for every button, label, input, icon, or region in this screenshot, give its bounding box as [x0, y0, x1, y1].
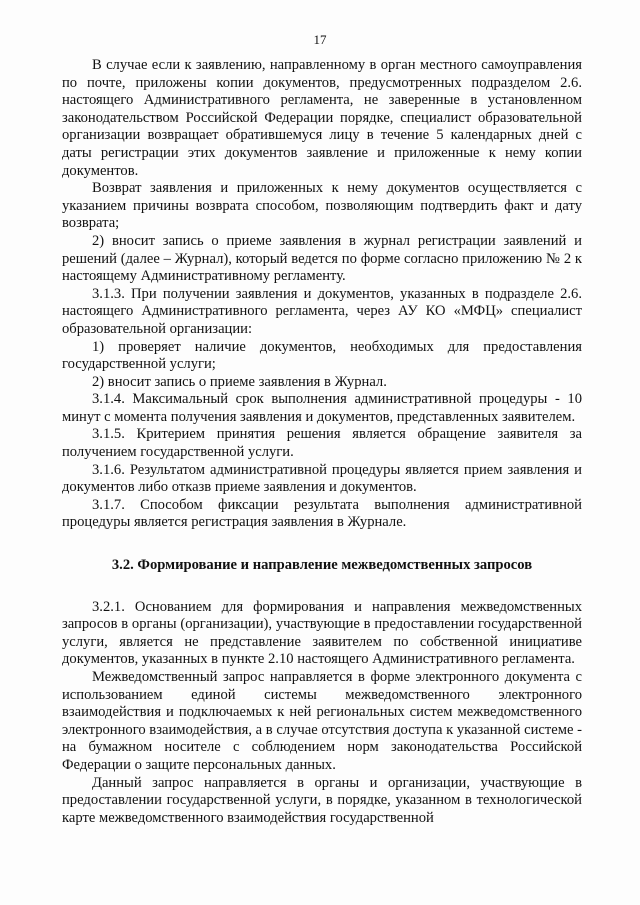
paragraph-3-1-6: 3.1.6. Результатом административной процедуры является прием заявления и документов либо отказв приеме заявления и документов.: [62, 461, 582, 496]
paragraph-register-in-journal: 2) вносит запись о приеме заявления в Журнал.: [92, 373, 387, 390]
paragraph-check-documents: 1) проверяет наличие документов, необходимых для предоставления государственной услуги;: [62, 338, 582, 373]
paragraph-3-2-1: 3.2.1. Основанием для формирования и направления межведомственных запросов в органы (организации), участвующие в предоставлении государственной услуги, является не представление заявителем по собственной инициативе документов, указанных в пункте 2.10 настоящего Административного регламента.: [62, 598, 582, 668]
document-body: [62, 57, 582, 827]
paragraph-3-1-5: 3.1.5. Критерием принятия решения является обращение заявителя за получением государственной услуги.: [62, 426, 582, 461]
section-heading-3-2: 3.2. Формирование и направление межведомственных запросов: [111, 557, 533, 574]
paragraph-return-reason: Возврат заявления и приложенных к нему документов осуществляется с указанием причины возврата способом, позволяющим подтвердить факт и дату возврата;: [62, 180, 582, 232]
paragraph-3-1-7: 3.1.7. Способом фиксации результата выполнения административной процедуры является регистрация заявления в Журнале.: [62, 496, 582, 531]
paragraph-request-recipients: Данный запрос направляется в органы и организации, участвующие в предоставлении государственной услуги, в порядке, указанном в технологической карте межведомственного взаимодействия государственной: [62, 774, 582, 826]
paragraph-3-1-4: 3.1.4. Максимальный срок выполнения административной процедуры - 10 минут с момента получения заявления и документов, представленных заявителем.: [62, 391, 582, 425]
page-number: 17: [313, 32, 327, 47]
paragraph-journal-entry: 2) вносит запись о приеме заявления в журнал регистрации заявлений и решений (далее – Журнал), который ведется по форме согласно приложению № 2 к настоящему Административному регламенту.: [62, 232, 582, 285]
paragraph-electronic-request: Межведомственный запрос направляется в форме электронного документа с использованием единой системы межведомственного электронного взаимодействия и подключаемых к ней региональных систем межведомственного электронного взаимодействия, а в случае отсутствия доступа к указанной системе - на бумажном носителе с соблюдением норм законодательства Российской Федерации о защите персональных данных.: [62, 669, 582, 773]
paragraph-return-of-copies: В случае если к заявлению, направленному в орган местного самоуправления по почте, приложены копии документов, предусмотренных подразделом 2.6. настоящего Административного регламента, не заверенные в установленном законодательством Российской Федерации порядке, специалист образовательной организации возвращает обратившемуся лицу в течение 5 календарных дней с даты регистрации этих документов заявление и приложенные к нему копии документов.: [62, 57, 582, 179]
paragraph-3-1-3: 3.1.3. При получении заявления и документов, указанных в подразделе 2.6. настоящего Административного регламента, через АУ КО «МФЦ» специалист образовательной организации:: [62, 285, 582, 337]
